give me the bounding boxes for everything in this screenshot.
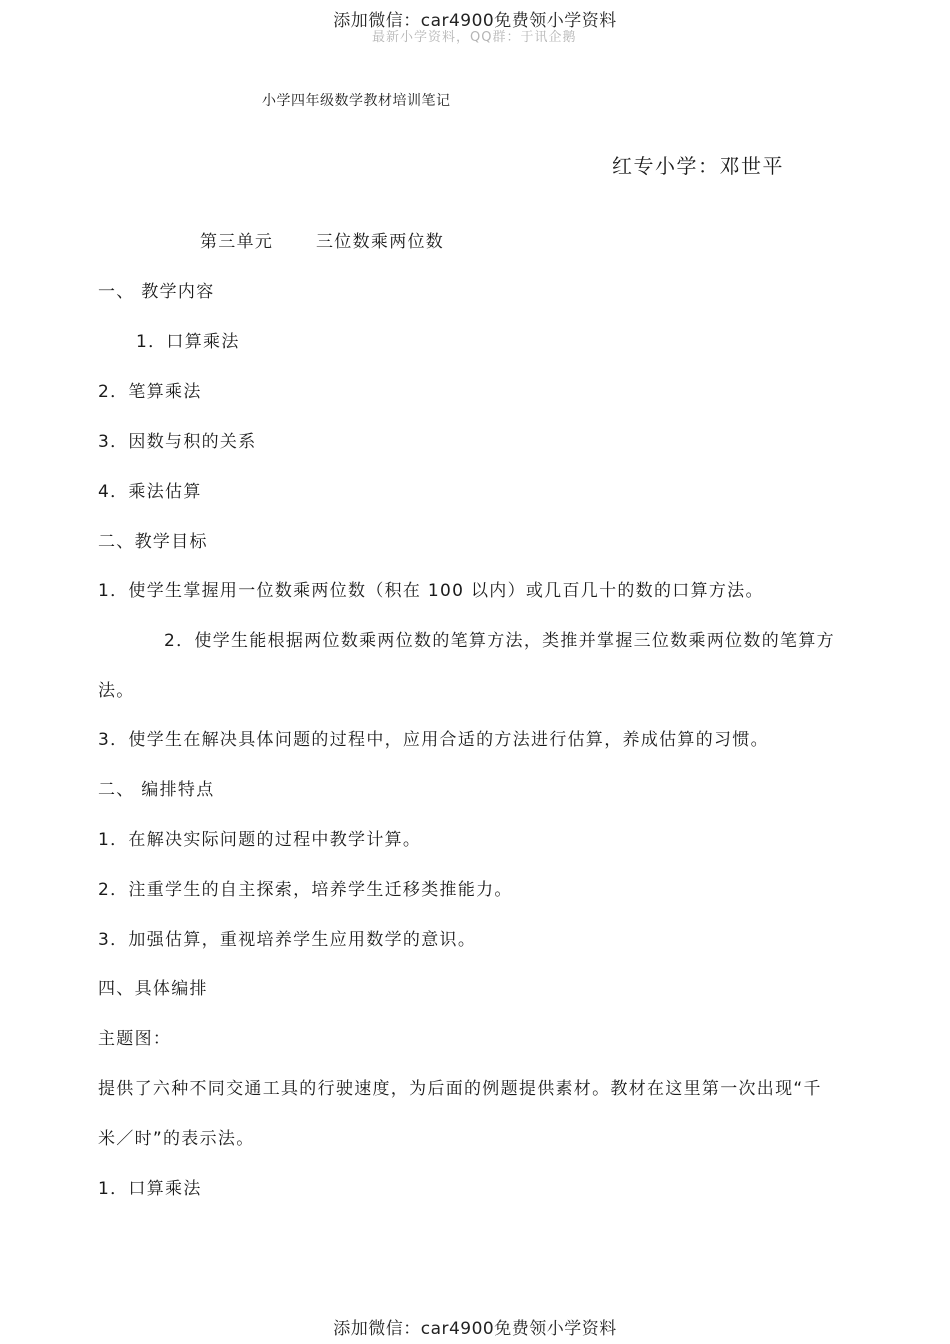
paragraph: 提供了六种不同交通工具的行驶速度，为后面的例题提供素材。教材在这里第一次出现“千 <box>98 1079 822 1099</box>
list-item: 2．使学生能根据两位数乘两位数的笔算方法，类推并掌握三位数乘两位数的笔算方 <box>164 631 835 651</box>
paragraph-continuation: 米／时”的表示法。 <box>98 1129 255 1149</box>
watermark-ghost: 最新小学资料，QQ群：于讯企鹅 <box>372 30 577 45</box>
section-heading-features: 二、 编排特点 <box>98 780 215 800</box>
section-heading-goals: 二、教学目标 <box>98 532 208 552</box>
list-item: 2．笔算乘法 <box>98 382 202 402</box>
section-heading-content: 一、 教学内容 <box>98 282 215 302</box>
section-heading-arrangement: 四、具体编排 <box>98 979 208 999</box>
unit-name: 三位数乘两位数 <box>316 232 445 252</box>
list-item: 1．口算乘法 <box>98 1179 202 1199</box>
list-item: 1．口算乘法 <box>136 332 240 352</box>
list-item: 3．加强估算，重视培养学生应用数学的意识。 <box>98 930 477 950</box>
unit-number: 第三单元 <box>200 232 274 252</box>
list-item: 1．使学生掌握用一位数乘两位数（积在 100 以内）或几百几十的数的口算方法。 <box>98 581 764 601</box>
watermark-top: 添加微信：car4900免费领小学资料 <box>333 11 617 31</box>
theme-image-label: 主题图： <box>98 1029 172 1049</box>
document-title: 小学四年级数学教材培训笔记 <box>262 93 451 109</box>
list-item-continuation: 法。 <box>98 681 135 701</box>
watermark-bottom: 添加微信：car4900免费领小学资料 <box>333 1319 617 1339</box>
list-item: 3．因数与积的关系 <box>98 432 257 452</box>
list-item: 4．乘法估算 <box>98 482 202 502</box>
list-item: 1．在解决实际问题的过程中教学计算。 <box>98 830 422 850</box>
list-item: 2．注重学生的自主探索，培养学生迁移类推能力。 <box>98 880 513 900</box>
author-line: 红专小学：邓世平 <box>612 154 784 178</box>
list-item: 3．使学生在解决具体问题的过程中，应用合适的方法进行估算，养成估算的习惯。 <box>98 730 769 750</box>
